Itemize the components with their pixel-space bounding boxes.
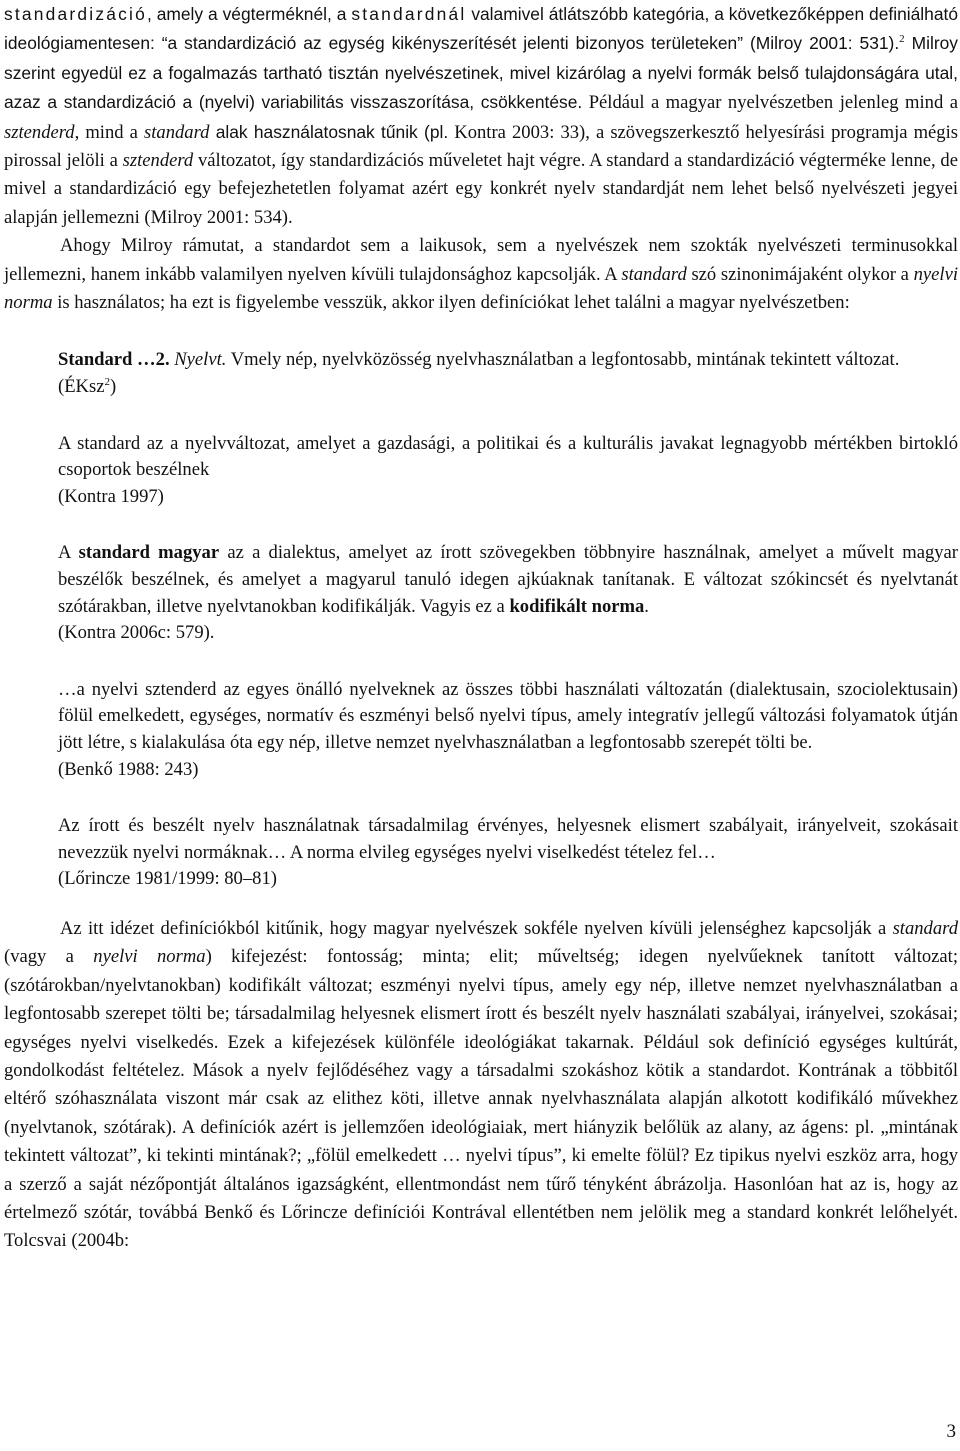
quote-eksz-source: (ÉKsz$^2$)	[58, 375, 117, 398]
intro-text-7: Kontra 2003: 33), a szövegszerkesztő helyesírási programja mégis pirossal jelöli a	[4, 121, 958, 172]
quote-kontra-2006-source: (Kontra 2006c: 579).	[58, 622, 215, 644]
quote-benko-text: …a nyelvi sztenderd az egyes önálló nyelveknek az összes többi használati változatán (dialektusain, szociolektusain) fölül emelkedett, egységes, normatív és eszményi belső nyelvi típus, amely integratív jellegű változási folyamatok útján jött létre, s kialakulása óta egy nép, illetve nemzet nyelvhasználatban a legfontosabb szerepét tölti be.	[58, 678, 958, 753]
term-nyelvi-norma: nyelvi norma	[4, 263, 958, 314]
intro-paragraph	[4, 0, 958, 232]
quote-lorincze-text: Az írott és beszélt nyelv használatnak társadalmilag érvényes, helyesnek elismert szabályait, irányelveit, szokásait nevezzük nyelvi normáknak… A norma elvileg egységes nyelvi viselkedést tételez fel…	[58, 815, 958, 863]
term-standardnal: standardnál	[351, 4, 467, 24]
term-nyelvi-norma-conclusion: nyelvi norma	[93, 946, 206, 968]
quote-kontra-1997-source: (Kontra 1997)	[58, 485, 164, 507]
quote-kontra-2006: A standard magyar az a dialektus, amelyet az írott szövegekben többnyire használnak, amelyet a művelt magyar beszélők beszélnek, és amelyet a magyarul tanuló idegen ajkúaknak tanítanak. E változat szókincsét és nyelvtanát szótárakban, illetve nyelvtanokban kodifikálják. Vagyis ez a kodifikált norma. (Kontra 2006c: 579).	[58, 540, 958, 646]
term-standardizacio: standardizáció	[4, 4, 147, 24]
quote-eksz-headword: Standard …2.	[58, 349, 170, 371]
term-sztenderd-2: sztenderd	[122, 150, 194, 172]
quote-eksz-abbr: Nyelvt.	[169, 349, 227, 371]
spacer	[4, 317, 958, 347]
quote-kontra-1997-text: A standard az a nyelvváltozat, amelyet a gazdasági, a politikai és a kulturális javakat legnagyobb mértékben birtokló csoportok beszélnek	[58, 432, 958, 481]
term-standard-conclusion: standard	[892, 917, 958, 939]
term-standard-magyar: standard magyar	[78, 542, 220, 564]
quote-kontra-1997	[58, 431, 958, 511]
quote-benko-source: (Benkő 1988: 243)	[58, 758, 199, 780]
spacer	[4, 647, 958, 677]
spacer	[4, 510, 958, 540]
spacer	[4, 893, 958, 915]
quote-lorincze	[58, 813, 958, 893]
intro-text-6: alak használatosnak tűnik (pl.	[209, 121, 449, 142]
intro-text-8: változatot, így standardizációs műveletet hajt végre. A standard a standardizáció végterméke lenne, de mivel a standardizáció egy befejezhetetlen folyamat azért egy konkrét nyelv standardját nem lehet belső nyelvészeti jegyei alapján jellemezni (Milroy 2001: 534).	[4, 150, 958, 228]
milroy-text-2: szó szinonimájaként olykor a	[686, 263, 914, 285]
intro-text-3: Milroy szerint egyedül ez a fogalmazás tartható tisztán nyelvészetinek, mivel kizárólag a nyelvi formák belső tulajdonságára utal, azaz a standardizáció a (nyelvi) variabilitás visszaszorítása, csökkentése.	[4, 33, 958, 113]
quote-eksz	[58, 347, 958, 400]
quote-benko	[58, 677, 958, 783]
intro-text-5: , mind a	[74, 121, 144, 143]
quote-lorincze-source: (Lőrincze 1981/1999: 80–81)	[58, 868, 277, 890]
footnote-marker[interactable]: 2	[899, 33, 905, 46]
page-number: 3	[946, 1421, 956, 1442]
spacer	[4, 401, 958, 431]
term-sztenderd: sztenderd	[4, 121, 75, 143]
milroy-paragraph	[4, 232, 958, 317]
conclusion-paragraph: Az itt idézet definíciókból kitűnik, hogy magyar nyelvészek sokféle nyelven kívüli jelenséghez kapcsolják a standard (vagy a nyelvi norma) kifejezést: fontosság; minta; elit; műveltség; idegen nyelvűeknek tanított változat; (szótárokban/nyelvtanokban) kodifikált változat; eszményi nyelvi típus, amely egy nép, illetve nemzet nyelvhasználatban a legfontosabb szerepet tölti be; társadalmilag helyesnek elismert írott és beszélt nyelv használati szabályai, irányelvei, szokásai; egységes nyelvi viselkedés. Ezek a kifejezések különféle ideológiákat takarnak. Például sok definíció egységes kultúrát, gondolkodást feltételez. Mások a nyelv fejlődéséhez vagy a társadalmi szokáshoz kötik a standardot. Kontrának a többitől eltérő szóhasználata viszont már csak az elithez köti, illetve annak nyelvhasználata alapján alkotott kodifikáló művekhez (nyelvtanok, szótárak). A definíciók azért is jellemzően ideológiaiak, mert hiányzik belőlük az alany, az ágens: pl. „mintának tekintett változat”, ki tekinti mintának?; „fölül emelkedett … nyelvi típus”, ki emelte fölül? Ez tipikus nyelvi eszköz arra, hogy a szerző a saját nézőpontját általános igazságként, ellentmondást nem tűrő tényként ábrázolja. Hasonlóan hat az is, hogy az értelmező szótár, továbbá Benkő és Lőrincze definíciói Kontrával ellentétben nem jelölik meg a standard konkrét lelőhelyét. Tolcsvai (2004b:	[4, 917, 958, 1252]
spacer	[4, 783, 958, 813]
term-standard: standard	[144, 121, 210, 143]
intro-text-4: Például a magyar nyelvészetben jelenleg mind a	[582, 92, 958, 114]
intro-text-1: , amely a végterméknél, a	[146, 4, 352, 24]
term-kodifikalt-norma: kodifikált norma	[509, 595, 645, 617]
term-standard-italic: standard	[621, 263, 687, 285]
quote-eksz-text: Vmely nép, nyelvközösség nyelvhasználatban a legfontosabb, mintának tekintett változat.	[226, 349, 900, 371]
milroy-text-1: Ahogy Milroy rámutat, a standardot sem a laikusok, sem a nyelvészek nem szokták nyelvészeti terminusokkal jellemezni, hanem inkább valamilyen nyelven kívüli tulajdonsághoz kapcsolják. A	[4, 235, 958, 285]
milroy-text-3: is használatos; ha ezt is figyelembe vesszük, akkor ilyen definíciókat lehet találni a magyar nyelvészetben:	[52, 292, 850, 314]
intro-text-2: valamivel átlátszóbb kategória, a következőképpen definiálható ideológiamentesen: “a standardizáció az egység kikényszerítését jelenti bizonyos területeken” (Milroy 2001: 531).	[4, 4, 958, 54]
